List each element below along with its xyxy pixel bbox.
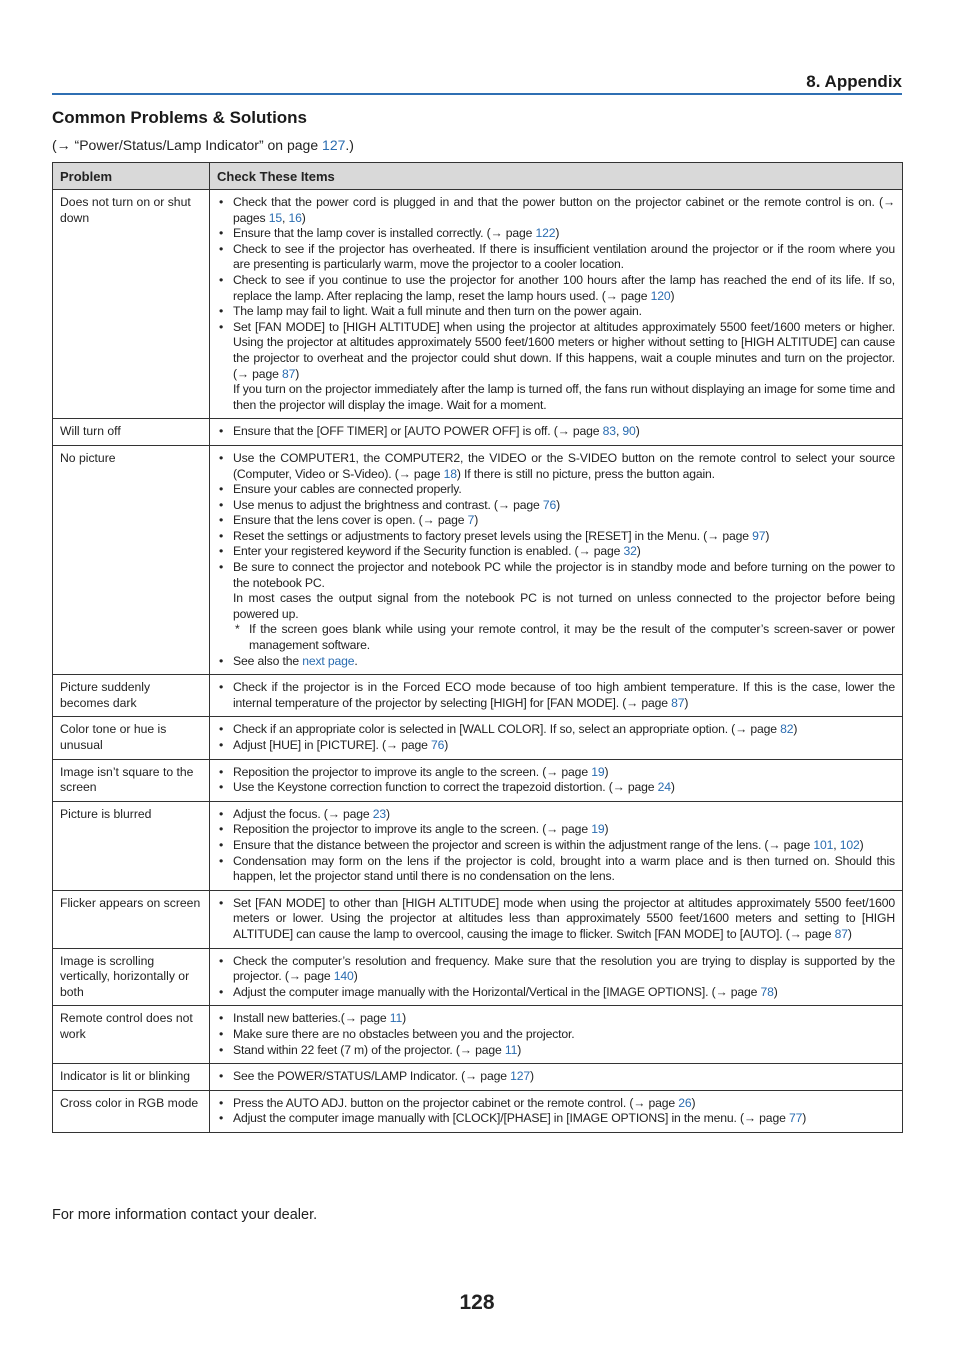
- table-row: [53, 890, 903, 948]
- table-row: [53, 759, 903, 801]
- check-item: [217, 854, 895, 885]
- page-link[interactable]: 32: [623, 544, 637, 559]
- item-text: ): [684, 695, 689, 710]
- page-link[interactable]: 11: [389, 1011, 403, 1026]
- check-item: [217, 807, 895, 823]
- item-text: ): [301, 210, 306, 225]
- item-text: Ensure that the lens cover is open. (→ page: [233, 513, 468, 528]
- item-text: Ensure that the distance between the projector and screen is within the adjustment range of the lens. (→ page: [233, 837, 814, 852]
- check-cell: [210, 948, 903, 1006]
- table-row: [53, 1090, 903, 1132]
- table-row: [53, 717, 903, 759]
- check-cell: [210, 759, 903, 801]
- section-reference: [52, 137, 354, 153]
- item-text: Reset the settings or adjustments to factory preset levels using the [RESET] in the Menu. (→ page: [233, 528, 753, 543]
- check-cell: [210, 675, 903, 717]
- table-body: [53, 190, 903, 1133]
- check-item: [217, 722, 895, 738]
- check-list: [217, 954, 895, 1001]
- check-list: [217, 195, 895, 413]
- page-link[interactable]: 23: [372, 806, 386, 821]
- item-text: ,: [615, 424, 623, 439]
- item-text: Use menus to adjust the brightness and contrast. (→ page: [233, 497, 543, 512]
- item-text: ): [859, 837, 864, 852]
- check-cell: [210, 1006, 903, 1064]
- page-link[interactable]: 7: [467, 513, 475, 528]
- check-cell: [210, 717, 903, 759]
- item-text: Reposition the projector to improve its angle to the screen. (→ page: [233, 764, 592, 779]
- table-row: [53, 419, 903, 446]
- item-text: Ensure your cables are connected properly.: [233, 482, 462, 497]
- problem-cell: No picture: [53, 445, 210, 674]
- page-link[interactable]: 122: [535, 226, 556, 241]
- page-link[interactable]: 78: [760, 984, 774, 999]
- item-text: ): [474, 513, 479, 528]
- problem-cell: Image is scrolling vertically, horizontally or both: [53, 948, 210, 1006]
- page-link[interactable]: 77: [788, 1111, 803, 1126]
- check-list: [217, 1011, 895, 1058]
- problem-cell: Indicator is lit or blinking: [53, 1064, 210, 1091]
- page-link[interactable]: 15: [268, 210, 282, 225]
- item-text: ): [604, 822, 609, 837]
- problem-cell: Remote control does not work: [53, 1006, 210, 1064]
- problems-table: [52, 162, 903, 1133]
- page-link[interactable]: 24: [657, 780, 671, 795]
- footnote: [233, 622, 895, 653]
- check-item: [217, 529, 895, 545]
- item-text: ): [517, 1042, 522, 1057]
- page-link[interactable]: next page: [302, 653, 355, 668]
- item-text: ,: [281, 210, 289, 225]
- check-cell: [210, 419, 903, 446]
- check-item: [217, 654, 895, 670]
- check-item: [217, 954, 895, 985]
- item-text: ): [635, 424, 640, 439]
- item-text: Set [FAN MODE] to other than [HIGH ALTITUDE] mode when using the projector at altitudes approximately 5500 feet/1600 meters or lower. Using the projector at altitudes less than approximately 5500 feet/1600 meters and setting to [HIGH ALTITUDE] can cause the lamp to overcool, causing the image to flicker. Switch [FAN MODE] to [AUTO]. (→ page: [233, 895, 895, 941]
- table-row: [53, 1064, 903, 1091]
- item-text: .: [354, 653, 358, 668]
- check-item: [217, 838, 895, 854]
- item-text: Check if the projector is in the Forced ECO mode because of too high ambient temperature. If this is the case, lower the internal temperature of the projector by selecting [HIGH] for [FAN MODE]. (→ page: [233, 680, 895, 710]
- check-item: [217, 482, 895, 498]
- problem-cell: Does not turn on or shut down: [53, 190, 210, 419]
- check-item: [217, 451, 895, 482]
- item-text: Use the Keystone correction function to correct the trapezoid distortion. (→ page: [233, 780, 658, 795]
- item-text: Install new batteries.(→ page: [233, 1011, 390, 1026]
- check-list: [217, 451, 895, 669]
- item-text: ): [636, 544, 641, 559]
- section-title: Common Problems & Solutions: [52, 108, 308, 127]
- check-item: [217, 544, 895, 560]
- check-list: [217, 680, 895, 711]
- item-text: Press the AUTO ADJ. button on the projector cabinet or the remote control. (→ page: [233, 1095, 679, 1110]
- check-item: [217, 226, 895, 242]
- item-text: Make sure there are no obstacles between you and the projector.: [233, 1026, 575, 1041]
- item-text: ): [847, 926, 852, 941]
- check-list: [217, 807, 895, 885]
- page-link[interactable]: 90: [622, 424, 636, 439]
- check-cell: [210, 190, 903, 419]
- item-text: ): [765, 528, 770, 543]
- item-text: In most cases the output signal from the notebook PC is not turned on unless connected to the projector before being powered up.: [233, 591, 895, 621]
- reference-suffix: .): [345, 137, 354, 153]
- item-text: Ensure that the [OFF TIMER] or [AUTO POWER OFF] is off. (→ page: [233, 424, 603, 439]
- page-link[interactable]: 18: [443, 466, 457, 481]
- item-text: ): [670, 780, 675, 795]
- reference-prefix: (→ “Power/Status/Lamp Indicator” on page: [52, 137, 323, 153]
- item-text: ): [444, 738, 449, 752]
- check-cell: [210, 445, 903, 674]
- check-cell: [210, 1064, 903, 1091]
- problem-column-header: Problem: [53, 163, 210, 190]
- reference-page-link[interactable]: 127: [322, 137, 346, 153]
- item-text: Adjust the computer image manually with the Horizontal/Vertical in the [IMAGE OPTIONS]. (→ page: [233, 984, 761, 999]
- item-text: ,: [833, 837, 840, 852]
- item-text: Ensure that the lamp cover is installed correctly. (→ page: [233, 226, 536, 241]
- footer-note: For more information contact your dealer.: [52, 1207, 318, 1223]
- problem-cell: Picture suddenly becomes dark: [53, 675, 210, 717]
- item-text: ): [670, 288, 675, 303]
- check-item: [217, 498, 895, 514]
- check-item: [217, 1011, 895, 1027]
- page-link[interactable]: 87: [671, 695, 685, 710]
- check-list: [217, 1069, 895, 1085]
- item-text: ): [402, 1011, 407, 1026]
- page-link[interactable]: 19: [591, 822, 605, 837]
- item-text: ): [604, 764, 609, 779]
- problem-cell: Image isn’t square to the screen: [53, 759, 210, 801]
- item-text: Set [FAN MODE] to [HIGH ALTITUDE] when using the projector at altitudes approximately 5500 feet/1600 meters or higher. Using the projector at altitudes approximately 5500 feet/1600 meters or higher without setting to [HIGH ALTITUDE] can cause the projector to overheat and the projector could shut down. If this happens, wait a couple minutes and turn on the projector. (→ page: [233, 319, 895, 381]
- check-item: [217, 304, 895, 320]
- item-text: Use the COMPUTER1, the COMPUTER2, the VIDEO or the S-VIDEO button on the remote control to select your source (Computer, Video or S-Video). (→ page: [233, 450, 895, 481]
- footnote-text: If the screen goes blank while using your remote control, it may be the result of the computer’s screen-saver or power management software.: [249, 622, 895, 653]
- item-text: Be sure to connect the projector and notebook PC while the projector is in standby mode and before turning on the power to the notebook PC.: [233, 560, 895, 590]
- check-list: [217, 765, 895, 796]
- check-item: [217, 1096, 895, 1112]
- page-link[interactable]: 127: [510, 1069, 530, 1084]
- item-text: ): [802, 1111, 807, 1126]
- page-link[interactable]: 87: [281, 366, 296, 381]
- check-item: [217, 1111, 895, 1127]
- item-text: Stand within 22 feet (7 m) of the projector. (→ page: [233, 1042, 505, 1057]
- check-item: [217, 195, 895, 226]
- item-text: ) If there is still no picture, press the button again.: [456, 466, 715, 481]
- page-link[interactable]: 76: [542, 497, 557, 512]
- check-item: [217, 424, 895, 440]
- header-rule: [52, 93, 902, 95]
- item-text: ): [773, 984, 778, 999]
- item-text: Check to see if you continue to use the projector for another 100 hours after the lamp has reached the end of its life. If so, replace the lamp. After replacing the lamp, reset the lamp hours used. (→ page: [233, 272, 895, 303]
- problem-cell: Picture is blurred: [53, 801, 210, 890]
- item-text: ): [386, 806, 390, 821]
- check-list: [217, 1096, 895, 1127]
- item-text: Adjust the focus. (→ page: [233, 806, 373, 821]
- check-item: [217, 1043, 895, 1059]
- item-text: Check to see if the projector has overheated. If there is insufficient ventilation around the projector or if the room where you are presenting is particularly warm, move the projector to a cooler location.: [233, 241, 895, 272]
- check-item: [217, 560, 895, 654]
- page-link[interactable]: 101: [813, 837, 834, 852]
- page-link[interactable]: 83: [602, 424, 616, 439]
- page-link[interactable]: 26: [678, 1095, 692, 1110]
- check-list: [217, 896, 895, 943]
- check-cell: [210, 801, 903, 890]
- page-link[interactable]: 76: [430, 738, 445, 752]
- item-text: See the POWER/STATUS/LAMP Indicator. (→ page: [233, 1069, 511, 1084]
- check-list: [217, 722, 895, 753]
- check-item: [217, 1027, 895, 1043]
- item-text: ): [793, 722, 798, 737]
- page-link[interactable]: 16: [288, 210, 302, 225]
- check-item: [217, 1069, 895, 1085]
- table-row: [53, 948, 903, 1006]
- item-text: Check the computer’s resolution and frequency. Make sure that the resolution you are trying to display is supported by the projector. (→ page: [233, 953, 895, 984]
- check-item: [217, 780, 895, 796]
- page-link[interactable]: 120: [650, 288, 671, 303]
- item-text: The lamp may fail to light. Wait a full minute and then turn on the power again.: [233, 304, 642, 319]
- page-link[interactable]: 82: [780, 722, 794, 737]
- check-item: [217, 765, 895, 781]
- item-text: Reposition the projector to improve its angle to the screen. (→ page: [233, 822, 592, 837]
- check-item: [217, 273, 895, 304]
- item-text: ): [529, 1069, 534, 1084]
- check-list: [217, 424, 895, 440]
- asterisk-icon: *: [235, 622, 240, 637]
- check-item: [217, 320, 895, 414]
- check-item: [217, 738, 895, 754]
- check-item: [217, 985, 895, 1001]
- problem-cell: Cross color in RGB mode: [53, 1090, 210, 1132]
- table-row: [53, 801, 903, 890]
- item-text: Condensation may form on the lens if the projector is cold, brought into a warm place and is then turned on. Should this happen, let the projector stand until there is no condensation on the lens.: [233, 853, 895, 884]
- problem-cell: Color tone or hue is unusual: [53, 717, 210, 759]
- item-text: Adjust [HUE] in [PICTURE]. (→ page: [233, 738, 431, 752]
- item-text: Enter your registered keyword if the Security function is enabled. (→ page: [233, 544, 624, 559]
- page-link[interactable]: 19: [591, 764, 605, 779]
- check-item: [217, 896, 895, 943]
- item-text: ): [295, 366, 300, 381]
- item-text: ): [556, 497, 561, 512]
- item-text: ): [555, 226, 560, 241]
- item-text: See also the: [233, 653, 303, 668]
- page-link[interactable]: 87: [834, 926, 848, 941]
- table-header-row: [53, 163, 903, 190]
- check-cell: [210, 1090, 903, 1132]
- page-number: 128: [459, 1291, 495, 1314]
- check-cell: [210, 890, 903, 948]
- page-link[interactable]: 102: [839, 837, 860, 852]
- item-text: ): [691, 1095, 696, 1110]
- check-column-header: Check These Items: [210, 163, 903, 190]
- table-row: [53, 190, 903, 419]
- table-row: [53, 1006, 903, 1064]
- page-link[interactable]: 140: [333, 969, 354, 984]
- item-text: ): [353, 969, 358, 984]
- table-row: [53, 445, 903, 674]
- page-link[interactable]: 11: [504, 1042, 518, 1057]
- chapter-title: 8. Appendix: [806, 72, 902, 91]
- page-link[interactable]: 97: [752, 528, 766, 543]
- item-text: Check that the power cord is plugged in and that the power button on the projector cabinet or the remote control is on. (→ pages: [233, 195, 895, 225]
- check-item: [217, 242, 895, 273]
- problem-cell: Will turn off: [53, 419, 210, 446]
- item-text: If you turn on the projector immediately after the lamp is turned off, the fans run without displaying an image for some time and then the projector will display the image. Wait for a moment.: [233, 382, 895, 412]
- check-item: [217, 680, 895, 711]
- problem-cell: Flicker appears on screen: [53, 890, 210, 948]
- item-text: Check if an appropriate color is selected in [WALL COLOR]. If so, select an appropriate option. (→ page: [233, 722, 781, 737]
- table-row: [53, 675, 903, 717]
- check-item: [217, 513, 895, 529]
- check-item: [217, 822, 895, 838]
- item-text: Adjust the computer image manually with [CLOCK]/[PHASE] in [IMAGE OPTIONS] in the menu. (→ page: [233, 1111, 789, 1126]
